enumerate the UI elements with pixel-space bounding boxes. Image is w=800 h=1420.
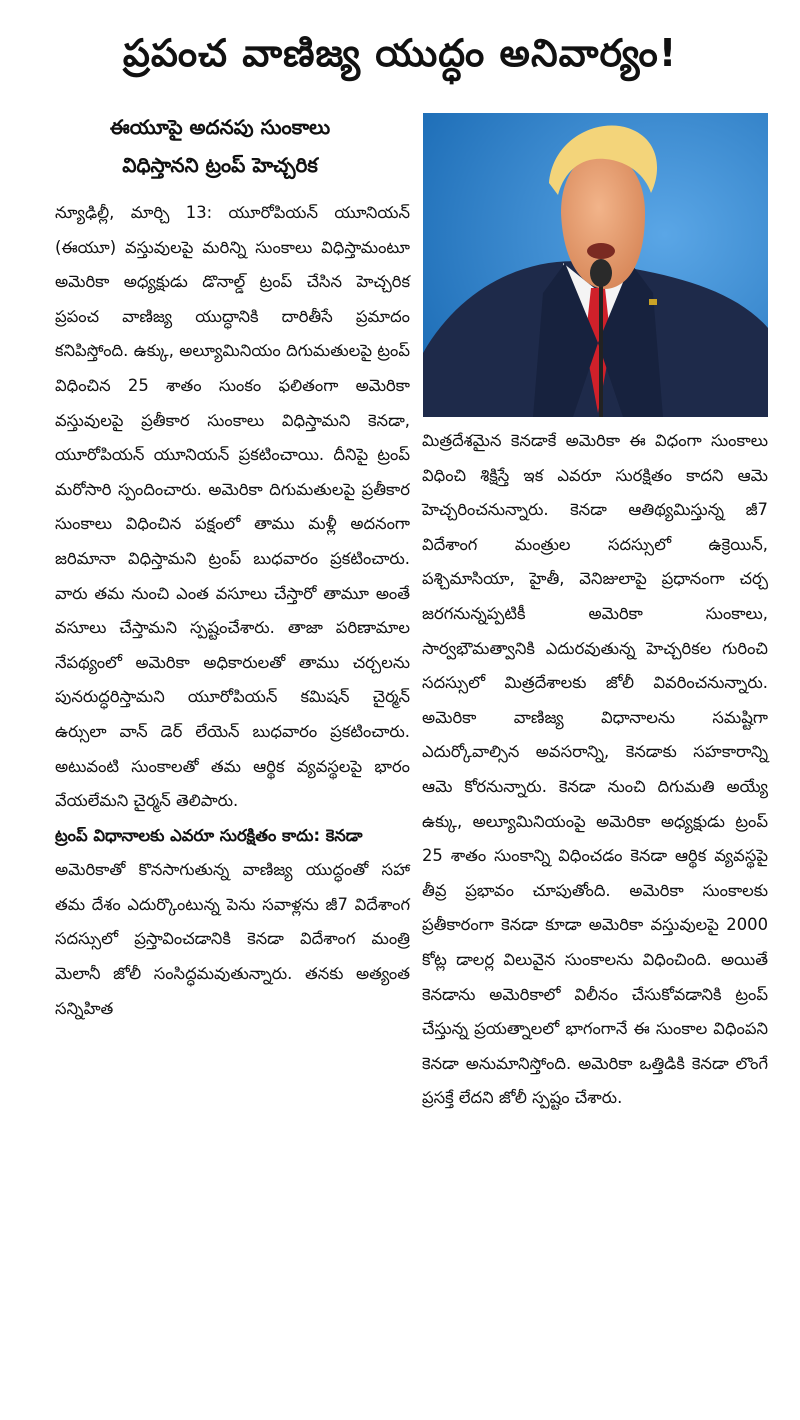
article-column-right	[422, 424, 768, 1116]
subheadline	[40, 108, 400, 184]
article-paragraph: న్యూఢిల్లీ, మార్చి 13: యూరోపియన్ యూనియన్ (ఈయూ) వస్తువులపై మరిన్ని సుంకాలు విధిస్తామంటూ అమెరికా అధ్యక్షుడు డొనాల్డ్ ట్రంప్ చేసిన హెచ్చరిక ప్రపంచ వాణిజ్య యుద్ధానికి దారితీసే ప్రమాదం కనిపిస్తోంది. ఉక్కు, అల్యూమినియం దిగుమతులపై ట్రంప్ విధించిన 25 శాతం సుంకం ఫలితంగా అమెరికా వస్తువులపై ప్రతీకార సుంకాలు విధిస్తామని కెనడా, యూరోపియన్ యూనియన్ ప్రకటించాయి. దీనిపై ట్రంప్ మరోసారి స్పందించారు. అమెరికా దిగుమతులపై ప్రతీకార సుంకాలు విధించిన పక్షంలో తాము మళ్లీ అదనంగా జరిమానా విధిస్తామని ట్రంప్ బుధవారం ప్రకటించారు. వారు తమ నుంచి ఎంత వసూలు చేస్తారో తామూ అంతే వసూలు చేస్తామని స్పష్టంచేశారు. తాజా పరిణామాల నేపథ్యంలో అమెరికా అధికారులతో తాము చర్చలను పునరుద్ధరిస్తామని యూరోపియన్ కమిషన్ చైర్మన్ ఉర్సులా వాన్ డెర్ లేయెన్ బుధవారం ప్రకటించారు. అటువంటి సుంకాలతో తమ ఆర్థిక వ్యవస్థలపై భారం వేయలేమని చైర్మన్ తెలిపారు.	[55, 203, 410, 811]
article-paragraph: అమెరికాతో కొనసాగుతున్న వాణిజ్య యుద్ధంతో సహా తమ దేశం ఎదుర్కొంటున్న పెను సవాళ్లను జీ7 విదేశాంగ సదస్సులో ప్రస్తావించడానికి కెనడా విదేశాంగ మంత్రి మెలానీ జోలీ సంసిద్ధమవుతున్నారు. తనకు అత్యంత సన్నిహిత	[55, 860, 410, 1018]
speaker-image	[423, 113, 768, 417]
news-photo	[423, 113, 768, 417]
subheadline-line-1: ఈయూపై అదనపు సుంకాలు	[109, 115, 331, 139]
crosshead: ట్రంప్ విధానాలకు ఎవరూ సురక్షితం కాదు: కెనడా	[55, 825, 363, 845]
headline: ప్రపంచ వాణిజ్య యుద్ధం అనివార్యం!	[122, 31, 678, 75]
article-paragraph: మిత్రదేశమైన కెనడాకే అమెరికా ఈ విధంగా సుంకాలు విధించి శిక్షిస్తే ఇక ఎవరూ సురక్షితం కాదని ఆమె హెచ్చరించనున్నారు. కెనడా ఆతిథ్యమిస్తున్న జీ7 విదేశాంగ మంత్రుల సదస్సులో ఉక్రెయిన్, పశ్చిమాసియా, హైతీ, వెనిజులాపై ప్రధానంగా చర్చ జరగనున్నప్పటికీ అమెరికా సుంకాలు, సార్వభౌమత్వానికి ఎదురవుతున్న హెచ్చరికల గురించి సదస్సులో మిత్రదేశాలకు జోలీ వివరించనున్నారు. అమెరికా వాణిజ్య విధానాలను సమష్టిగా ఎదుర్కోవాల్సిన అవసరాన్ని, కెనడాకు సహకారాన్ని ఆమె కోరనున్నారు. కెనడా నుంచి దిగుమతి అయ్యే ఉక్కు, అల్యూమినియంపై అమెరికా అధ్యక్షుడు ట్రంప్ 25 శాతం సుంకాన్ని విధించడం కెనడా ఆర్థిక వ్యవస్థపై తీవ్ర ప్రభావం చూపుతోంది. అమెరికా సుంకాలకు ప్రతీకారంగా కెనడా కూడా అమెరికా వస్తువులపై 2000 కోట్ల డాలర్ల విలువైన సుంకాలను విధించింది. అయితే కెనడాను అమెరికాలో విలీనం చేసుకోవడానికి ట్రంప్ చేస్తున్న ప్రయత్నాలలో భాగంగానే ఈ సుంకాల విధింపని కెనడా అనుమానిస్తోంది. అమెరికా ఒత్తిడికి కెనడా లొంగే ప్రసక్తే లేదని జోలీ స్పష్టం చేశారు.	[422, 431, 768, 1108]
subheadline-line-2: విధిస్తానని ట్రంప్ హెచ్చరిక	[122, 153, 318, 177]
article-column-left	[55, 196, 410, 1026]
